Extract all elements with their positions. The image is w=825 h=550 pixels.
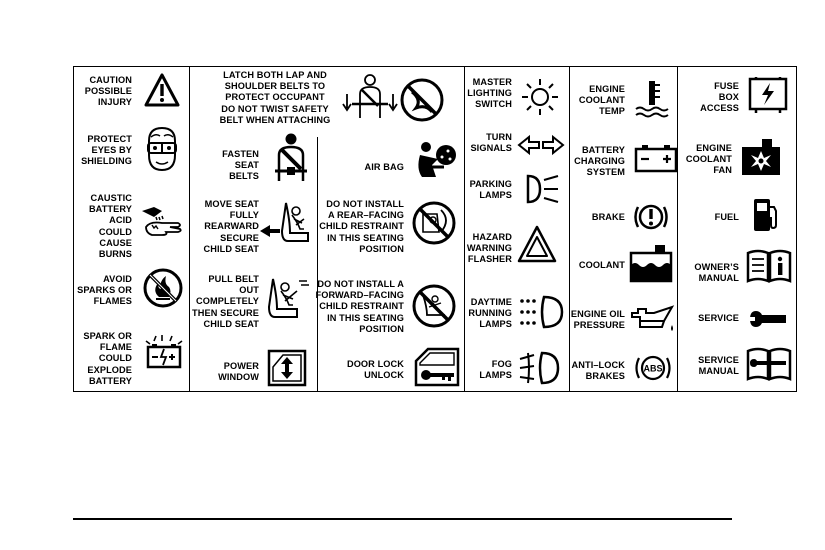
coolant-fan-label: ENGINE COOLANT FAN	[685, 143, 732, 176]
no-flame-icon	[142, 267, 184, 309]
hazard-flasher-label: HAZARD WARNING FLASHER	[466, 232, 512, 265]
fuse-box-label: FUSE BOX ACCESS	[700, 81, 739, 114]
master-lighting-icon	[520, 77, 560, 117]
page-bottom-rule	[73, 518, 732, 520]
abs-badge-text: ABS	[643, 363, 663, 374]
service-icon	[748, 307, 788, 331]
eye-shield-icon	[142, 125, 182, 173]
anti-lock-label: ANTI–LOCK BRAKES	[571, 360, 625, 382]
abs-icon	[633, 351, 673, 385]
move-seat-label: MOVE SEAT FULLY REARWARD SECURE CHILD SEAT	[203, 199, 259, 254]
fasten-belts-label: FASTEN SEAT BELTS	[222, 149, 259, 182]
brake-icon	[633, 199, 669, 235]
no-rear-facing-icon	[411, 200, 457, 246]
no-forward-facing-label: DO NOT INSTALL A FORWARD–FACING CHILD RESTRAINT IN THIS SEATING POSITION	[315, 279, 404, 334]
seat-belt-icon	[271, 133, 311, 183]
battery-charging-icon	[634, 143, 678, 173]
parking-lamps-label: PARKING LAMPS	[469, 179, 512, 201]
power-window-icon	[267, 349, 307, 387]
no-rear-facing-label: DO NOT INSTALL A REAR–FACING CHILD RESTRAINT IN THIS SEATING POSITION	[319, 199, 404, 254]
door-lock-label: DOOR LOCK UNLOCK	[346, 359, 404, 381]
coolant-temp-label: ENGINE COOLANT TEMP	[578, 84, 625, 117]
fuel-label: FUEL	[714, 212, 739, 222]
column-divider	[464, 67, 465, 391]
no-forward-facing-icon	[411, 283, 457, 329]
owners-manual-icon	[746, 249, 792, 283]
belt-latch-icon	[342, 74, 446, 124]
parking-lamps-icon	[524, 174, 564, 204]
service-manual-icon	[746, 347, 792, 381]
air-bag-icon	[414, 135, 460, 181]
column-divider	[677, 67, 678, 391]
power-window-label: POWER WINDOW	[218, 361, 259, 383]
turn-signals-label: TURN SIGNALS	[470, 132, 512, 154]
oil-pressure-icon	[630, 303, 676, 333]
daytime-running-lamps-label: DAYTIME RUNNING LAMPS	[468, 297, 512, 330]
fog-lamps-label: FOG LAMPS	[479, 359, 512, 381]
brake-label: BRAKE	[591, 212, 625, 222]
coolant-fan-icon	[740, 137, 782, 177]
service-manual-label: SERVICE MANUAL	[698, 355, 739, 377]
coolant-label: COOLANT	[578, 260, 625, 270]
column-divider	[189, 67, 190, 391]
fuel-icon	[752, 197, 780, 233]
pull-belt-label: PULL BELT OUT COMPLETELY THEN SECURE CHILD SEAT	[192, 274, 259, 329]
fog-lamps-icon	[518, 351, 560, 385]
caustic-acid-label: CAUSTIC BATTERY ACID COULD CAUSE BURNS	[88, 193, 132, 260]
hazard-flasher-icon	[517, 225, 557, 263]
daytime-running-lamps-icon	[518, 295, 564, 329]
acid-burn-icon	[140, 205, 184, 237]
protect-eyes-label: PROTECT EYES BY SHIELDING	[81, 134, 132, 167]
door-lock-icon	[414, 347, 460, 387]
pull-belt-icon	[267, 277, 311, 321]
owners-manual-label: OWNER’S MANUAL	[694, 262, 739, 284]
battery-charging-label: BATTERY CHARGING SYSTEM	[574, 145, 625, 178]
air-bag-label: AIR BAG	[364, 162, 404, 172]
caution-label: CAUTION POSSIBLE INJURY	[84, 75, 132, 108]
avoid-sparks-label: AVOID SPARKS OR FLAMES	[77, 274, 132, 307]
battery-explode-icon	[144, 335, 184, 369]
caution-triangle-icon	[144, 73, 180, 107]
coolant-icon	[629, 243, 673, 283]
latch-belts-label: LATCH BOTH LAP AND SHOULDER BELTS TO PROTECT OCCUPANT DO NOT TWIST SAFETY BELT WHEN ATTACHING	[219, 70, 331, 125]
spark-explode-label: SPARK OR FLAME COULD EXPLODE BATTERY	[83, 331, 132, 386]
column-divider	[317, 137, 318, 391]
column-divider	[569, 67, 570, 391]
symbol-chart-frame	[73, 66, 797, 392]
oil-pressure-label: ENGINE OIL PRESSURE	[570, 309, 625, 331]
seat-rearward-icon	[260, 201, 312, 247]
fuse-box-icon	[748, 75, 788, 115]
master-lighting-label: MASTER LIGHTING SWITCH	[467, 77, 512, 110]
service-label: SERVICE	[698, 313, 739, 323]
coolant-temp-icon	[632, 79, 672, 119]
turn-signals-icon	[517, 135, 565, 155]
